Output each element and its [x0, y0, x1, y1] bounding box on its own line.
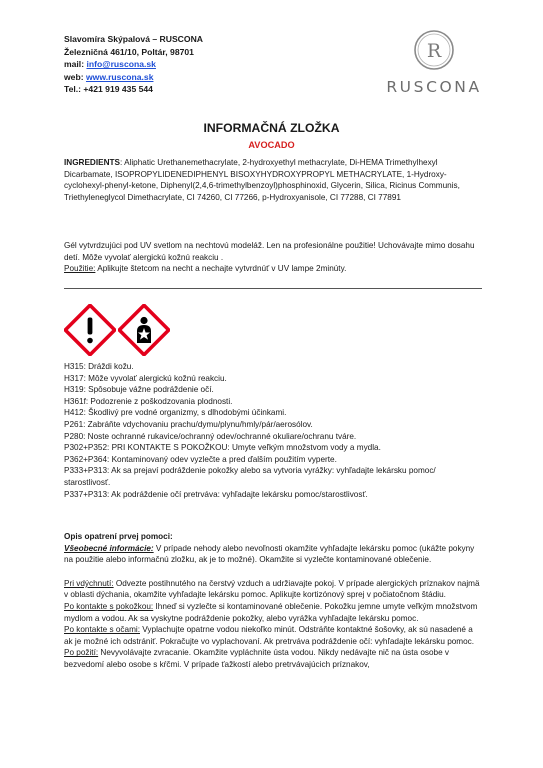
- first-aid-section: [64, 531, 482, 671]
- statement-item: P362+P364: Kontaminovaný odev vyzlečte a pred ďalším použitím vyperte.: [64, 454, 337, 464]
- skin-text: Ihneď si vyzlečte si kontaminované oblečenie. Pokožku jemne umyte veľkým množstvom mydlom a vodou. Ak sa vyskytne podráždenie pokožky, alebo vyrážka vyhľadajte lekársku pomoc.: [64, 601, 478, 623]
- company-name: Slavomíra Skýpalová – RUSCONA: [64, 34, 203, 44]
- statement-item: P333+P313: Ak sa prejaví podráždenie pokožky alebo sa vytvoria vyrážky: vyhľadajte lekársku pomoc/ starostlivosť.: [64, 466, 436, 487]
- usage-line: [64, 263, 482, 275]
- ingestion-text: Nevyvolávajte zvracanie. Okamžite vypláchnite ústa vodou. Nikdy nedávajte nič na ústa osobe v bezvedomí alebo osobe s kŕčmi. V prípade ťažkostí alebo pretrvávajúcich príznakov,: [64, 648, 450, 669]
- first-aid-skin: [64, 601, 482, 624]
- statement-item: H361f: Podozrenie z poškodzovania plodnosti.: [64, 396, 233, 406]
- eyes-label: Po kontakte s očami:: [64, 625, 140, 635]
- phone: Tel.: +421 919 435 544: [64, 84, 153, 95]
- logo-emblem-icon: [378, 28, 490, 78]
- mail-line: [64, 58, 203, 71]
- first-aid-general: [64, 543, 482, 566]
- ruscona-logo: [378, 28, 490, 108]
- statement-item: H412: Škodlivý pre vodné organizmy, s dlhodobými účinkami.: [64, 408, 287, 418]
- statement-item: H315: Dráždi kožu.: [64, 362, 134, 371]
- statement-item: P280: Noste ochranné rukavice/ochranný odev/ochranné okuliare/ochranu tváre.: [64, 431, 357, 441]
- company-address: Železničná 461/10, Poltár, 98701: [64, 46, 194, 57]
- mail-label: mail:: [64, 59, 85, 70]
- statement-item: P261: Zabráňte vdychovaniu prachu/dymu/plynu/hmly/pár/aerosólov.: [64, 419, 313, 429]
- ingredients-text: : Aliphatic Urethanemethacrylate, 2-hydroxyethyl methacrylate, Di-HEMA Trimethylhexyl Dicarbamate, ISOPROPYLIDENEDIPHENYL BISOXYHYDROXYPROPYL METHACRYLATE, 1-Hydroxy-cyclohexyl-phenyl-ketone, Diphenyl(2,4,6-trimethylbenzoyl)phosphinoxid, Glycerin, Silica, Ricinus Communis, Triethyleneglycol Dimethacrylate, CI 74260, CI 77266, p-Hydroxyanisole, CI 77288, CI 77891: [64, 158, 460, 202]
- product-name: AVOCADO: [248, 140, 295, 150]
- ingredients-label: INGREDIENTS: [64, 158, 120, 167]
- hazard-statements: [64, 361, 482, 500]
- page-title: INFORMAČNÁ ZLOŽKA: [203, 121, 340, 135]
- web-link[interactable]: www.ruscona.sk: [85, 71, 154, 82]
- first-aid-eyes: [64, 624, 482, 647]
- divider: [64, 288, 482, 289]
- general-text: V prípade nehody alebo nevoľnosti okamžite vyhľadajte lekársku pomoc (ukážte pokyny na použitie alebo informačnú zložku, ak je to možné). Okamžite si vyzlečte kontaminované oblečenie.: [64, 543, 475, 565]
- description: [64, 240, 482, 275]
- ingestion-label: Po požití:: [64, 648, 99, 658]
- web-label: web:: [64, 71, 84, 82]
- statement-item: H319: Spôsobuje vážne podráždenie očí.: [64, 385, 214, 395]
- inhalation-text: Odvezte postihnutého na čerstvý vzduch a udržiavajte pokoj. V prípade alergických príznakov najmä v oblasti dýchania, okamžite vyhľadajte lekársku pomoc. Aplikujte kortizónový sprej v počiatočnom štádiu.: [64, 578, 480, 600]
- statement-item: P337+P313: Ak podráždenie očí pretrváva: vyhľadajte lekársku pomoc/starostlivosť.: [64, 489, 368, 499]
- first-aid-inhalation: [64, 578, 482, 601]
- company-header: [64, 33, 203, 96]
- web-line: [64, 71, 203, 84]
- statement-item: H317: Môže vyvolať alergickú kožnú reakciu.: [64, 373, 227, 383]
- eyes-text: Vyplachujte opatrne vodou niekoľko minút. Odstráňte kontaktné šošovky, ak sú nasadené a ak je možné ich odstrániť. Pokračujte vo vyplachovaní. Ak pretrváva podráždenie očí: vyhľadajte lekársku pomoc.: [64, 625, 475, 646]
- first-aid-ingestion: [64, 647, 482, 670]
- exclamation-mark-icon: [64, 304, 116, 356]
- health-hazard-icon: [118, 304, 170, 356]
- mail-link[interactable]: info@ruscona.sk: [86, 59, 156, 70]
- logo-monogram: R: [426, 40, 442, 62]
- statement-item: P302+P352: PRI KONTAKTE S POKOŽKOU: Umyte veľkým množstvom vody a mydla.: [64, 443, 381, 453]
- inhalation-label: Pri vdýchnutí:: [64, 578, 114, 588]
- usage-label: Použitie:: [64, 264, 96, 274]
- ingredients: [64, 157, 482, 203]
- general-label: Všeobecné informácie:: [64, 543, 154, 553]
- first-aid-heading: Opis opatrení prvej pomoci:: [64, 532, 173, 541]
- description-text: Gél vytvrdzujúci pod UV svetlom na nechtovú modeláž. Len na profesionálne použitie! Uchovávajte mimo dosahu detí. Môže vyvolať alergickú kožnú reakciu .: [64, 241, 475, 262]
- logo-text: RUSCONA: [386, 78, 482, 96]
- skin-label: Po kontakte s pokožkou:: [64, 601, 154, 611]
- usage-text: Aplikujte štetcom na necht a nechajte vytvrdnúť v UV lampe 2minúty.: [95, 264, 347, 274]
